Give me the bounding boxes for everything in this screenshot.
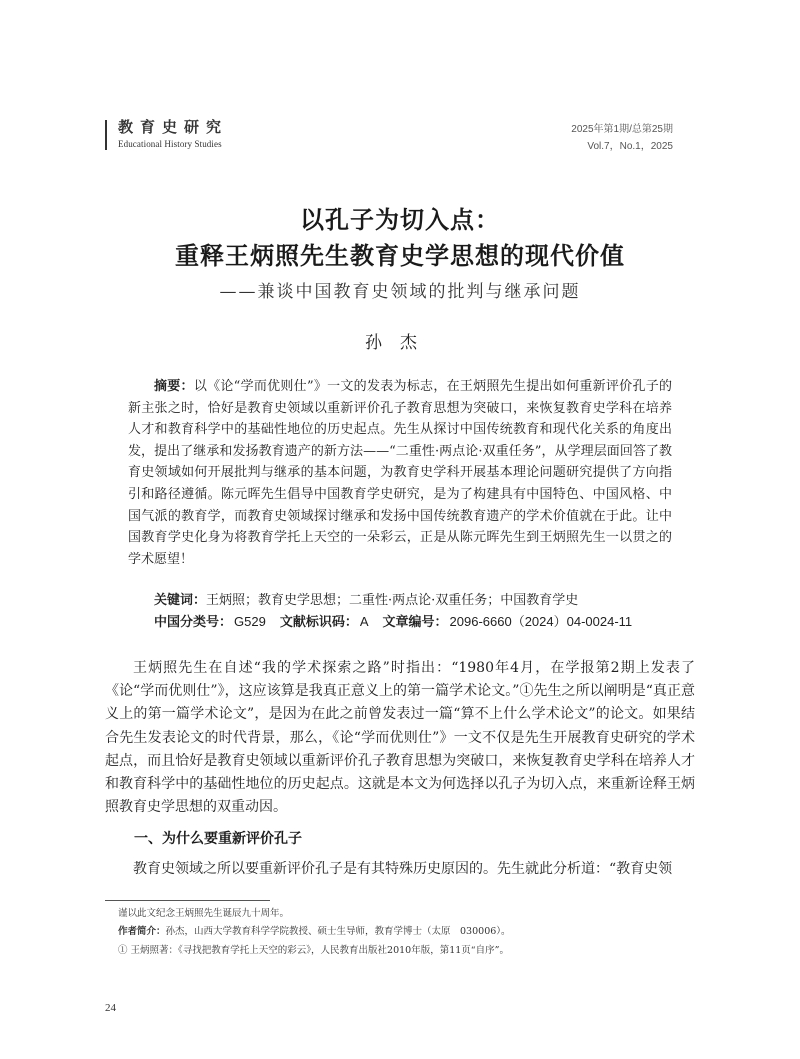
section-heading: 一、为什么要重新评价孔子	[134, 831, 302, 847]
title-line-1: 以孔子为切入点：	[300, 206, 500, 234]
keywords-text: 王炳照；教育史学思想；二重性·两点论·双重任务；中国教育学史	[206, 593, 579, 608]
footnote-divider	[105, 900, 270, 901]
doc-code-label: 文献标识码：	[279, 615, 358, 630]
footnote-reference: ① 王炳照著：《寻找把教育学托上天空的彩云》，人民教育出版社2010年版，第11页“自序”。	[118, 945, 509, 956]
subtitle: ——兼谈中国教育史领域的批判与继承问题	[219, 282, 581, 302]
author-bio-text: 孙杰，山西大学教育科学学院教授、硕士生导师，教育学博士（太原 030006）。	[165, 926, 511, 937]
clc-label: 中国分类号：	[154, 615, 233, 630]
footnote-author-bio	[118, 925, 678, 939]
title-line-2: 重释王炳照先生教育史学思想的现代价值	[175, 242, 625, 270]
journal-name-english: Educational History Studies	[118, 139, 222, 149]
article-number-value: 2096-6660（2024）04-0024-11	[449, 614, 633, 629]
paragraph-text: 教育史领域之所以要重新评价孔子是有其特殊历史原因的。先生就此分析道：“教育史领	[133, 861, 673, 877]
abstract	[128, 376, 672, 570]
body-paragraph-1	[105, 657, 695, 819]
header-divider	[105, 120, 107, 150]
volume-info: Vol.7，No.1，2025	[587, 141, 673, 152]
issue-info: 2025年第1期/总第25期	[571, 124, 673, 135]
abstract-label: 摘要：	[154, 379, 194, 394]
keywords	[128, 590, 672, 611]
author-bio-label: 作者简介：	[118, 926, 166, 937]
abstract-text: 以《论“学而优则仕”》一文的发表为标志，在王炳照先生提出如何重新评价孔子的新主张之时，恰好是教育史领域以重新评价孔子教育思想为突破口，来恢复教育史学科在培养人才和教育科学中的基础性地位的历史起点。先生从探讨中国传统教育和现代化关系的角度出发，提出了继承和发扬教育遗产的新方法——“二重性·两点论·双重任务”，从学理层面回答了教育史领域如何开展批判与继承的基本问题，为教育史学科开展基本理论问题研究提供了方向指引和路径遵循。陈元晖先生倡导中国教育学史研究，是为了构建具有中国特色、中国风格、中国气派的教育学，而教育史领域探讨继承和发扬中国传统教育遗产的学术价值就在于此。让中国教育学史化身为将教育学托上天空的一朵彩云，正是从陈元晖先生到王炳照先生一以贯之的学术愿望！	[128, 379, 672, 567]
clc-value: G529	[234, 614, 266, 629]
body-paragraph-2	[105, 858, 695, 881]
article-number-label: 文章编号：	[382, 615, 448, 630]
doc-code-value: A	[359, 614, 369, 629]
paragraph-text: 王炳照先生在自述“我的学术探索之路”时指出：“1980年4月，在学报第2期上发表了《论“学而优则仕”》，这应该算是我真正意义上的第一篇学术论文。”①先生之所以阐明是“真正意义上的第一篇学术论文”，是因为在此之前曾发表过一篇“算不上什么学术论文”的论文。如果结合先生发表论文的时代背景，那么，《论“学而优则仕”》一文不仅是先生开展教育史研究的学术起点，而且恰好是教育史领域以重新评价孔子教育思想为突破口，来恢复教育史学科在培养人才和教育科学中的基础性地位的历史起点。这就是本文为何选择以孔子为切入点，来重新诠释王炳照教育史学思想的双重动因。	[105, 660, 695, 816]
footnote-dedication: 谨以此文纪念王炳照先生诞辰九十周年。	[118, 908, 290, 919]
author-name: 孙杰	[365, 333, 435, 353]
keywords-label: 关键词：	[154, 593, 207, 608]
classification-line	[128, 611, 672, 633]
page-number: 24	[105, 1002, 116, 1014]
journal-name: 教育史研究	[118, 118, 229, 136]
